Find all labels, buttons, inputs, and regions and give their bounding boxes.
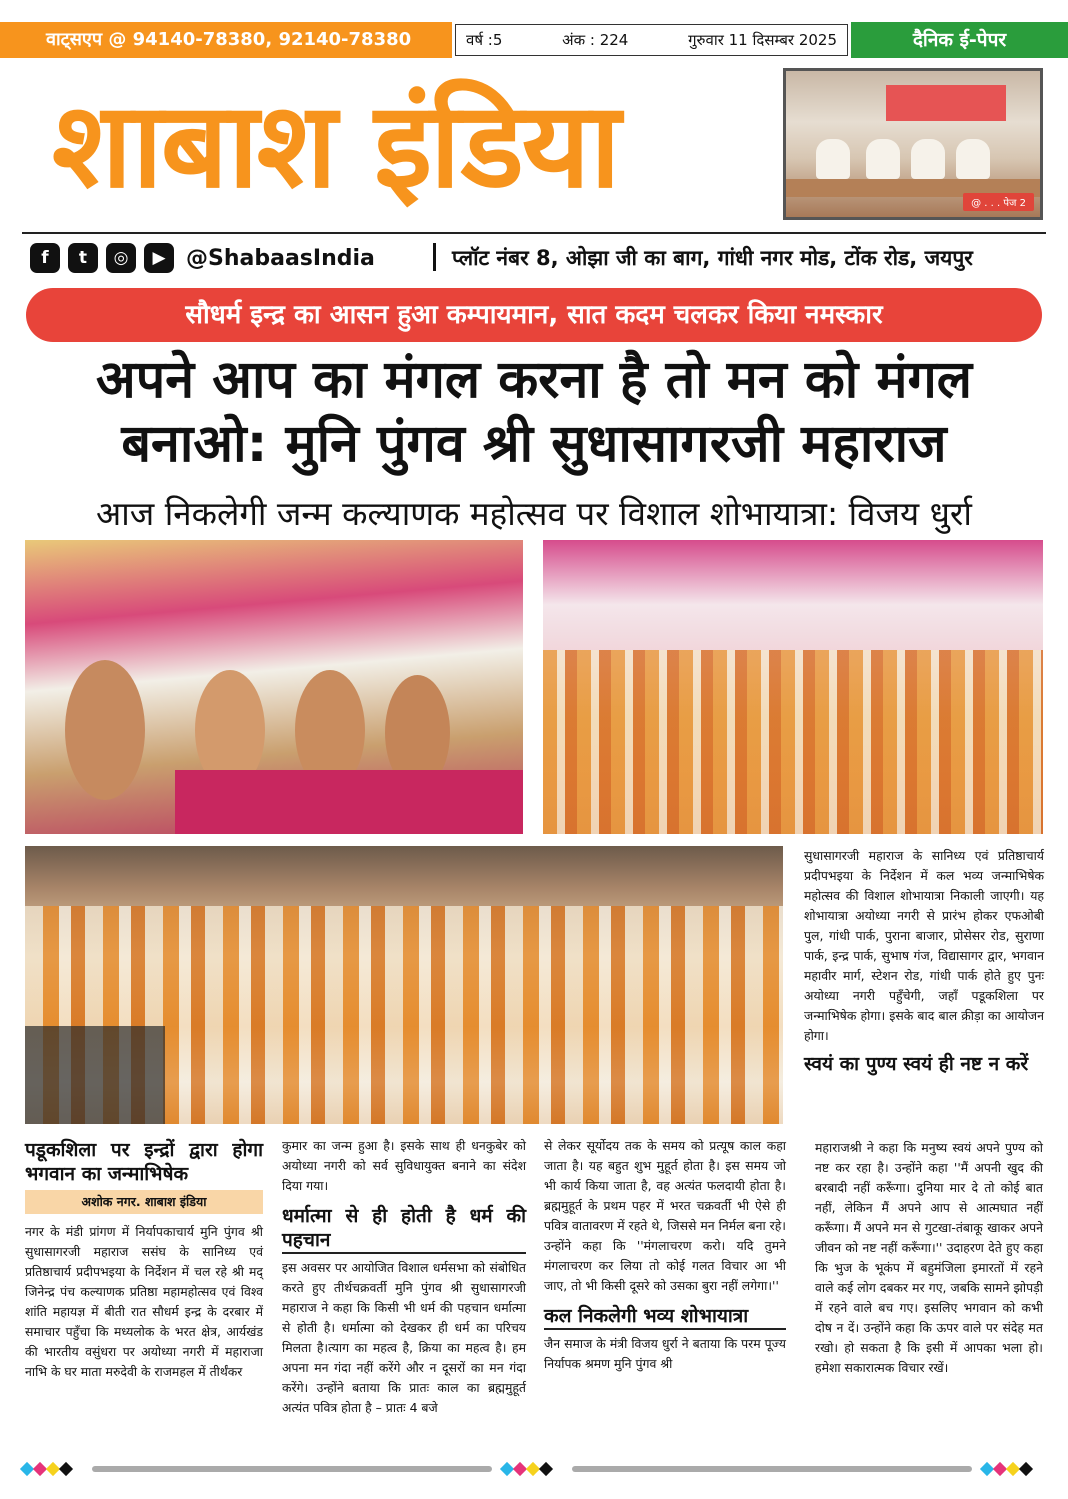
article-column-3 <box>544 1136 786 1374</box>
section-heading: कल निकलेगी भव्य शोभायात्रा <box>544 1304 786 1330</box>
article-paragraph: से लेकर सूर्योदय तक के समय को प्रत्यूष काल कहा जाता है। यह बहुत शुभ मुहूर्त होता है। इस समय जो भी कार्य किया जाता है, वह अत्यंत फलदायी होता है। ब्रह्ममुहूर्त के प्रथम पहर में भरत चक्रवर्ती भी ऐसे ही पवित्र वातावरण में रहते थे, जिससे मन निर्मल बना रहे। उन्होंने कहा कि ''मंगलाचरण करो। यदि तुमने मंगलाचरण कर लिया तो कोई गलत विचार आ भी जाए, तो भी किसी दूसरे को उसका बुरा नहीं लगेगा।'' <box>544 1138 786 1293</box>
photo-figure <box>956 139 990 179</box>
page-ref-tag: @ . . . पेज 2 <box>963 193 1034 211</box>
photo-table-cloth <box>175 770 523 834</box>
main-headline <box>0 348 1068 476</box>
assembly-photo <box>543 540 1043 834</box>
section-heading: पडूकशिला पर इन्द्रों द्वारा होगा भगवान का जन्माभिषेक <box>25 1139 263 1185</box>
headline-line-1: अपने आप का मंगल करना है तो मन को मंगल <box>95 350 972 410</box>
black-dot <box>59 1462 73 1476</box>
edition-label: दैनिक ई-पेपर <box>851 22 1068 58</box>
address-separator <box>433 243 436 271</box>
instagram-icon[interactable]: ◎ <box>106 243 136 273</box>
social-handle: @ShabaasIndia <box>186 245 375 271</box>
photo-figure <box>866 139 900 179</box>
black-dot <box>1019 1462 1033 1476</box>
issue-info <box>455 24 848 56</box>
section-heading: धर्मात्मा से ही होती है धर्म की पहचान <box>282 1204 526 1254</box>
headline-line-2: बनाओ: मुनि पुंगव श्री सुधासागरजी महाराज <box>121 414 947 474</box>
color-dots <box>502 1464 554 1474</box>
devotees-photo <box>25 846 783 1124</box>
footer-bar <box>572 1466 972 1472</box>
footer-strip <box>22 1462 1046 1476</box>
article-column-1 <box>25 1136 263 1382</box>
masthead-divider <box>22 232 1046 234</box>
twitter-icon[interactable]: t <box>68 243 98 273</box>
article-column-2 <box>282 1136 526 1418</box>
volume-number: वर्ष :5 <box>466 31 503 49</box>
newspaper-title: शाबाश इंडिया <box>52 76 619 214</box>
article-paragraph: नगर के मंडी प्रांगण में निर्यापकाचार्य मुनि पुंगव श्री सुधासागरजी महाराज ससंघ के सानिध्य एवं प्रतिष्ठाचार्य प्रदीपभइया के निर्देशन में चल रहे श्री मद् जिनेन्द्र पंच कल्याणक प्रतिष्ठा महामहोत्सव एवं विश्व शांति महायज्ञ में बीती रात सौधर्म इन्द्र के दरबार में समाचार पहुँचा कि मध्यलोक के भरत क्षेत्र, आर्यखंड की भारतीय वसुंधरा पर अयोध्या नगरी में महाराजा नाभि के घर माता मरुदेवी के राजमहल में तीर्थंकर <box>25 1224 263 1379</box>
office-address: प्लॉट नंबर 8, ओझा जी का बाग, गांधी नगर मोड, टोंक रोड, जयपुर <box>452 246 973 270</box>
footer-bar <box>92 1466 492 1472</box>
photo-banner <box>886 85 1006 121</box>
article-column-4-bottom <box>815 1138 1043 1378</box>
article-paragraph: इस अवसर पर आयोजित विशाल धर्मसभा को संबोधित करते हुए तीर्थचक्रवर्ती मुनि पुंगव श्री सुधासागरजी महाराज ने कहा कि किसी भी धर्म की पहचान धर्मात्मा से होती है। धर्मात्मा को देखकर ही धर्म का परिचय मिलता है।त्याग का महत्व है, क्रिया का महत्व है। हम अपना मन गंदा नहीं करेंगे और न दूसरों का मन गंदा करेंगे। उन्होंने बताया कि प्रातः काल का ब्रह्ममुहूर्त अत्यंत पवित्र होता है – प्रातः 4 बजे <box>282 1260 526 1415</box>
article-column-4-top <box>804 846 1044 1080</box>
article-paragraph: जैन समाज के मंत्री विजय धुर्रा ने बताया कि परम पूज्य निर्यापक श्रमण मुनि पुंगव श्री <box>544 1336 786 1371</box>
photo-figure <box>816 139 850 179</box>
article-paragraph: सुधासागरजी महाराज के सानिध्य एवं प्रतिष्ठाचार्य प्रदीपभइया के निर्देशन में कल भव्य जन्माभिषेक महोत्सव की विशाल शोभायात्रा निकाली जाएगी। यह शोभायात्रा अयोध्या नगरी से प्रारंभ होकर एफओबी पुल, गांधी पार्क, पुराना बाजार, प्रोसेसर रोड, सुराणा पार्क, इन्द्र पार्क, सुभाष गंज, विद्यासागर द्वार, भगवान महावीर मार्ग, स्टेशन रोड, गांधी पार्क होते हुए पुनः अयोध्या नगरी पहुँचेगी, जहाँ पडूकशिला पर जन्माभिषेक होगा। इसके बाद बाल क्रीड़ा का आयोजन होगा। <box>804 848 1044 1043</box>
issue-number: अंक : 224 <box>562 31 629 49</box>
photo-camera <box>25 1026 165 1124</box>
black-dot <box>539 1462 553 1476</box>
photo-figure <box>65 660 145 800</box>
article-paragraph: कुमार का जन्म हुआ है। इसके साथ ही धनकुबेर को अयोध्या नगरी को सर्व सुविधायुक्त बनाने का संदेश दिया गया। <box>282 1138 526 1193</box>
whatsapp-contact: वाट्सएप @ 94140-78380, 92140-78380 <box>0 22 452 58</box>
photo-figure <box>911 139 945 179</box>
article-paragraph: महाराजश्री ने कहा कि मनुष्य स्वयं अपने पुण्य को नष्ट कर रहा है। उन्होंने कहा ''मैं अपनी खुद की बरबादी नहीं करूँगा। दुनिया मार दे तो कोई बात नहीं, लेकिन मैं अपने आप से आत्मघात नहीं करूँगा। मैं अपने मन से गुटखा-तंबाकू खाकर अपने जीवन को नष्ट नहीं करूँगा।'' उदाहरण देते हुए कहा कि भुज के भूकंप में बहुमंजिला इमारतों में रहने वाले कई लोग दबकर मर गए, जबकि सामने झोपड़ी में रहने वाले बच गए। इसलिए भगवान को कभी दोष न दें। उन्होंने कहा कि ऊपर वाले पर संदेह मत रखो। हो सकता है कि इसी में आपका भला हो। हमेशा सकारात्मक विचार रखें। <box>815 1140 1043 1375</box>
masthead-photo <box>783 68 1043 220</box>
social-row <box>30 240 375 276</box>
color-dots <box>22 1464 74 1474</box>
kicker-banner: सौधर्म इन्द्र का आसन हुआ कम्पायमान, सात कदम चलकर किया नमस्कार <box>26 288 1042 342</box>
facebook-icon[interactable]: f <box>30 243 60 273</box>
sub-headline: आज निकलेगी जन्म कल्याणक महोत्सव पर विशाल शोभायात्रा: विजय धुर्रा <box>96 494 972 533</box>
photo-crowd <box>543 650 1043 834</box>
issue-date: गुरुवार 11 दिसम्बर 2025 <box>688 31 837 49</box>
byline: अशोक नगर. शाबाश इंडिया <box>25 1190 263 1214</box>
color-dots <box>982 1464 1034 1474</box>
section-heading: स्वयं का पुण्य स्वयं ही नष्ट न करें <box>804 1053 1029 1075</box>
top-strip <box>0 22 1068 58</box>
monks-photo <box>25 540 523 834</box>
youtube-icon[interactable]: ▶ <box>144 243 174 273</box>
